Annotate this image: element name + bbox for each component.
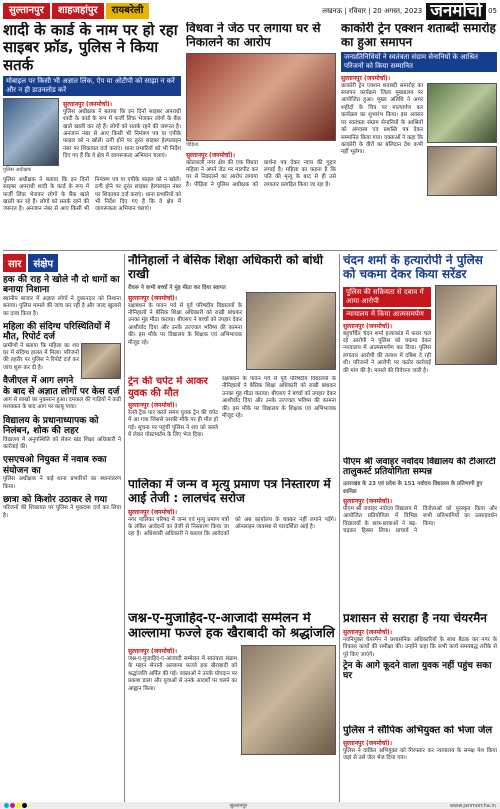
- brief-item-title: छात्रा को किशोर उठाकर ले गया: [3, 494, 108, 505]
- kakori-byline: सुल्तानपुर (जनमोर्चा)।: [341, 74, 391, 82]
- footer-left: सुल्तानपुर: [229, 802, 248, 809]
- brief-item-title: हक की राह ने खोले नौ दो धागों का बनाया निशाना: [3, 275, 120, 296]
- kakori-photo-1: [427, 83, 497, 143]
- prashasan-sub-headline: ट्रेन के आगे कूदने वाला युवक नहीं पहुंच सका घर: [343, 661, 492, 682]
- lead-photo-caption: पुलिस अधीक्षक: [3, 166, 32, 173]
- naunihalon-headline: नौनिहालों ने बेसिक शिक्षा अधिकारी को बांधी राखी: [128, 254, 324, 281]
- brief-item-body: परिजनों की शिकायत पर पुलिस ने मुकदमा दर्ज कर लिया है।: [3, 505, 121, 519]
- lead-story: [3, 22, 181, 247]
- naunihalon-deck: रीवरू ने कभी बच्चों ने मुंह मीठा कर दिया स्वागत: [128, 284, 226, 291]
- lead-photo: [3, 98, 59, 166]
- footer-right[interactable]: www.janmorcha.in: [449, 802, 496, 809]
- vidhwa-photo-caption: पीड़िता: [186, 141, 199, 148]
- brief-item: [3, 322, 121, 372]
- date-line: लखनऊ | रविवार | 20 अगस्त, 2023: [322, 6, 423, 15]
- brief-item: [3, 376, 121, 412]
- pm-school-headline: पीएम श्री जवाहर नवोदय विद्यालय की टीआरटी तालुकर्स्ट प्रतियोगिता सम्पन्न: [343, 457, 496, 478]
- brief-item: [3, 275, 121, 318]
- brief-item: [3, 416, 121, 452]
- page-number: 05: [488, 7, 497, 15]
- pm-school-deck: उतराखंड के 23 एवं प्रदेश के 151 नवोदय विद्यालय के प्रतिभागी हुए शामिल: [343, 480, 483, 495]
- lead-body-cont: पुलिस अधीक्षक ने बताया कि इन दिनों साइबर अपराधी शादी के कार्ड के रूप में फर्जी लिंक भेजकर लोगों के बैंक खाते खाली कर रहे हैं। लोगों को सतर्क रहने की जरूरत है। अनजान नंबर से आए किसी भी निमंत्रण पत्र या एपीके फाइल को न खोलें। ठगी होने पर तुरंत साइबर हेल्पलाइन नंबर पर शिकायत दर्ज कराएं। थाना प्रभारियों को भी निर्देश दिए गए हैं कि वे क्षेत्र में जागरूकता अभियान चलाएं।: [3, 176, 181, 213]
- train-story: [128, 376, 218, 476]
- edition-tab-1[interactable]: सुल्तानपुर: [3, 3, 50, 19]
- naunihalon-story: [128, 254, 336, 372]
- chandan-headline: चंदन शर्मा के हत्यारोपी ने पुलिस को चकमा देकर किया सरेंडर: [343, 254, 483, 281]
- prashasan-body: नवनियुक्त चेयरमैन ने प्रशासनिक अधिकारियों के साथ बैठक कर नगर के विकास कार्यों की समीक्षा की। उन्होंने कहा कि सभी कार्य समयबद्ध तरीके से पूरे किए जाएंगे।: [343, 636, 497, 658]
- palika-headline: पालिका में जन्म व मृत्यु प्रमाण पत्र निस्तारण में आई तेजी : लालचंद सरोज: [128, 478, 331, 505]
- prashasan-story: [343, 612, 497, 722]
- pm-school-body: पीएम श्री जवाहर नवोदय विद्यालय में आयोजित प्रतियोगिता में विभिन्न विद्यालयों के छात्र-छात्राओं ने बढ़-चढ़कर हिस्सा लिया। प्राचार्य ने विजेताओं को पुरस्कृत किया और सभी प्रतिभागियों का उत्साहवर्धन किया।: [343, 505, 497, 534]
- column-divider: [124, 254, 125, 802]
- brief-label: सार: [3, 254, 26, 272]
- prashasan-headline: प्रशासन से सराहा है नया चेयरमैन: [343, 612, 487, 625]
- chandan-photo: [435, 285, 497, 365]
- naunihalon-body-cont: रक्षाबंधन के पावन पर्व से पूर्व परिषदीय विद्यालयों के नौनिहालों ने बेसिक शिक्षा अधिकारी को राखी बांधकर उनका मुंह मीठा कराया। बीएसए ने बच्चों को उपहार देकर आशीर्वाद दिया और उनके उज्ज्वल भविष्य की कामना की। इस मौके पर विद्यालय के शिक्षक एवं अभिभावक मौजूद रहे।: [222, 376, 336, 420]
- chandan-story: [343, 254, 497, 454]
- palika-story: [128, 478, 336, 608]
- jashn-headline: जश्न-ए-मुजाहिद-ए-आजादी सम्मेलन में आल्लामा फज्ले हक खैराबादी को श्रद्धांजलि: [128, 612, 335, 641]
- kakori-deck: जनप्रतिनिधियों ने स्वतंत्रता संग्राम सेनानियों के आश्रित परिजनों को किया सम्मानित: [341, 52, 497, 72]
- jashn-body: जश्न-ए-मुजाहिद-ए-आजादी सम्मेलन में स्वतंत्रता संग्राम के महान सेनानी अल्लामा फज्ले हक खैराबादी को श्रद्धांजलि अर्पित की गई। वक्ताओं ने उनके योगदान पर प्रकाश डाला और युवाओं से उनके आदर्शों पर चलने का आह्वान किया।: [128, 655, 237, 692]
- footer-bar: [0, 802, 500, 809]
- chandan-byline: सुल्तानपुर (जनमोर्चा)।: [343, 322, 393, 330]
- kakori-body: काकोरी ट्रेन एक्शन शताब्दी समारोह का समापन कार्यक्रम जिला मुख्यालय पर आयोजित हुआ। मुख्य अतिथि ने अमर शहीदों के चित्र पर माल्यार्पण कर कार्यक्रम का शुभारंभ किया। इस अवसर पर स्वतंत्रता संग्राम सेनानियों के आश्रितों को अंगवस्त्र एवं प्रशस्ति पत्र देकर सम्मानित किया गया। वक्ताओं ने कहा कि काकोरी के वीरों का बलिदान देश कभी नहीं भूलेगा।: [341, 82, 423, 156]
- section-divider: [3, 250, 497, 251]
- kakori-headline: काकोरी ट्रेन एक्शन शताब्दी समारोह का हुआ समापन: [341, 22, 496, 49]
- brief-item-photo: [81, 343, 121, 379]
- kakori-story: [341, 22, 497, 247]
- jashn-story: [128, 612, 336, 802]
- naunihalon-photo: [246, 292, 336, 370]
- jashn-photo: [241, 645, 336, 755]
- train-body: रेलवे ट्रैक पार करते समय युवक ट्रेन की चपेट में आ गया जिससे उसकी मौके पर ही मौत हो गई। सूचना पर पहुंची पुलिस ने शव को कब्जे में लेकर पोस्टमार्टम के लिए भेज दिया।: [128, 410, 218, 439]
- kakori-photo-2: [427, 146, 497, 196]
- naunihalon-byline: सुल्तानपुर (जनमोर्चा)।: [128, 294, 178, 302]
- train-byline: सुल्तानपुर (जनमोर्चा)।: [128, 402, 178, 409]
- prashasan-byline: सुल्तानपुर (जनमोर्चा)।: [343, 628, 393, 636]
- brief-item-body: आग से लाखों का नुकसान हुआ। दमकल की गाड़ियों ने कड़ी मशक्कत के बाद आग पर काबू पाया।: [3, 397, 121, 411]
- brief-item-body: ग्रामीणों ने बताया कि महिला का शव घर में संदिग्ध हालत में मिला। परिजनों की तहरीर पर पुलिस ने रिपोर्ट दर्ज कर जांच शुरू कर दी है।: [3, 342, 79, 371]
- adhiyukta-headline: पुलिस ने सौपिक अभियुक्त को भेजा जेल: [343, 725, 493, 736]
- vidhwa-story: [186, 22, 336, 247]
- brief-column: [3, 254, 121, 802]
- pm-school-byline: सुल्तानपुर (जनमोर्चा)।: [343, 497, 393, 505]
- brief-item-body: पुलिस अधीक्षक ने कई थाना प्रभारियों का स्थानांतरण किया।: [3, 476, 121, 490]
- brief-label-2: संक्षेप: [28, 254, 58, 272]
- palika-body: नगर पालिका परिषद में जन्म एवं मृत्यु प्रमाण पत्रों के लंबित आवेदनों का तेजी से निस्तारण किया जा रहा है। अधिशासी अधिकारी ने बताया कि आवेदकों को अब कार्यालय के चक्कर नहीं लगाने पड़ेंगे। ऑनलाइन व्यवस्था से पारदर्शिता आई है।: [128, 516, 336, 538]
- lead-byline: सुल्तानपुर (जनमोर्चा)।: [63, 100, 113, 108]
- jashn-byline: सुल्तानपुर (जनमोर्चा)।: [128, 647, 178, 655]
- lead-body: पुलिस अधीक्षक ने बताया कि इन दिनों साइबर अपराधी शादी के कार्ड के रूप में फर्जी लिंक भेजकर लोगों के बैंक खाते खाली कर रहे हैं। लोगों को सतर्क रहने की जरूरत है। अनजान नंबर से आए किसी भी निमंत्रण पत्र या एपीके फाइल को न खोलें। ठगी होने पर तुरंत साइबर हेल्पलाइन नंबर पर शिकायत दर्ज कराएं। थाना प्रभारियों को भी निर्देश दिए गए हैं कि वे क्षेत्र में जागरूकता अभियान चलाएं।: [63, 108, 181, 160]
- train-headline: ट्रेन की चपेट में आकर युवक की मौत: [128, 376, 208, 399]
- brief-item-body: स्थानीय बाजार में अज्ञात लोगों ने दुकानदार को निशाना बनाया। पुलिस मामले की जांच कर रही है और जल्द खुलासे का दावा किया है।: [3, 295, 121, 317]
- brief-item: [3, 495, 121, 520]
- brief-item-body: विद्यालय में अनुपस्थिति को लेकर खंड शिक्षा अधिकारी ने कार्रवाई की।: [3, 436, 121, 450]
- palika-byline: सुल्तानपुर (जनमोर्चा)।: [128, 508, 178, 516]
- edition-tabs: [3, 3, 151, 19]
- edition-tab-2[interactable]: शाहजहांपुर: [52, 3, 104, 19]
- adhiyukta-story: [343, 725, 497, 802]
- pm-school-story: [343, 457, 497, 607]
- lead-headline: शादी के कार्ड के नाम पर हो रहा साइबर फ्रॉड, पुलिस ने किया सतर्क: [3, 22, 178, 74]
- brief-item-title: वैजीएल में आग लगने के बाद से अज्ञात लोगों पर केस दर्ज: [3, 376, 120, 397]
- chandan-body: बहुचर्चित चंदन शर्मा हत्याकांड में फरार चल रहे आरोपी ने पुलिस को चकमा देकर न्यायालय में आत्मसमर्पण कर दिया। पुलिस लगातार आरोपी की तलाश में दबिश दे रही थी। परिजनों ने आरोपी पर कठोर कार्रवाई की मांग की है। मामले की विवेचना जारी है।: [343, 330, 431, 374]
- adhiyukta-byline: सुल्तानपुर (जनमोर्चा)।: [343, 739, 393, 747]
- edition-tab-3[interactable]: रायबरेली: [106, 3, 150, 19]
- lead-deck: मोबाइल पर किसी भी अज्ञात लिंक, ऐप या ओटीपी को साझा न करें और न ही डाउनलोड करें: [3, 76, 181, 96]
- masthead: [3, 2, 497, 20]
- content-grid: [3, 22, 497, 802]
- vidhwa-byline: सुल्तानपुर (जनमोर्चा)।: [186, 151, 236, 159]
- newspaper-logo: जनमोर्चा: [426, 3, 486, 20]
- vidhwa-body: कोतवाली नगर क्षेत्र की एक विधवा महिला ने अपने जेठ पर मारपीट कर घर से निकालने का आरोप लगाया है। पीड़िता ने पुलिस अधीक्षक को प्रार्थना पत्र देकर न्याय की गुहार लगाई है। महिला का कहना है कि पति की मृत्यु के बाद से ही उसे लगातार प्रताड़ित किया जा रहा है।: [186, 159, 336, 188]
- column-divider: [339, 254, 340, 802]
- registration-marks: [4, 803, 27, 808]
- naunihalon-extra: [222, 376, 336, 476]
- brief-item-title: एसएचओ नियुक्त में नवाब रुका संयोजन का: [3, 455, 107, 476]
- brief-item: [3, 455, 121, 491]
- vidhwa-photo: [186, 53, 336, 141]
- adhiyukta-body: पुलिस ने वांछित अभियुक्त को गिरफ्तार कर न्यायालय के समक्ष पेश किया जहां से उसे जेल भेज दिया गया।: [343, 747, 497, 761]
- brief-item-title: विद्यालय के प्रधानाध्यापक को निलंबन, शोक की लहर: [3, 415, 99, 437]
- naunihalon-body: रक्षाबंधन के पावन पर्व से पूर्व परिषदीय विद्यालयों के नौनिहालों ने बेसिक शिक्षा अधिकारी को राखी बांधकर उनका मुंह मीठा कराया। बीएसए ने बच्चों को उपहार देकर आशीर्वाद दिया और उनके उज्ज्वल भविष्य की कामना की। इस मौके पर विद्यालय के शिक्षक एवं अभिभावक मौजूद रहे।: [128, 302, 242, 346]
- chandan-deck-point: न्यायालय में किया आत्मसमर्पण: [343, 309, 431, 320]
- vidhwa-headline: विधवा ने जेठ पर लगाया घर से निकालने का आरोप: [186, 22, 321, 49]
- chandan-deck-point: पुलिस की सक्रियता से दबाव में आया आरोपी: [343, 287, 431, 307]
- brief-item-title: महिला की संदिग्ध परिस्थितियों में मौत, रिपोर्ट दर्ज: [3, 321, 110, 343]
